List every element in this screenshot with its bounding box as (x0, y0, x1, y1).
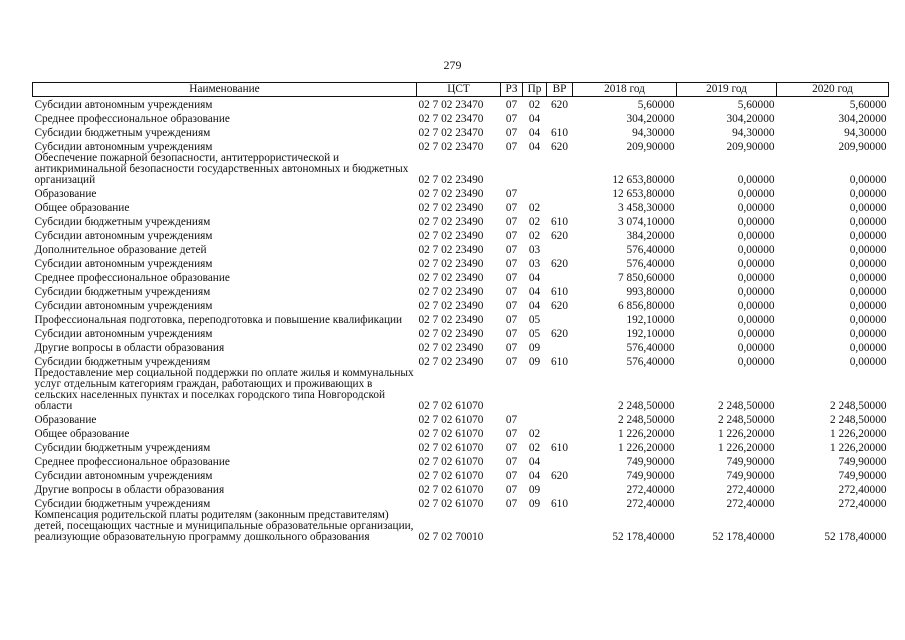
row-2018: 384,20000 (626, 230, 675, 242)
row-vr: 610 (551, 442, 568, 454)
row-2019: 272,40000 (726, 498, 775, 510)
row-2018: 576,40000 (626, 356, 675, 368)
row-name: Предоставление мер социальной поддержки по оплате жилья и коммунальных услуг отдельным категориям граждан, работающих и проживающих в сельских населенных пунктах и поселках городского типа Новгородской области (34, 367, 414, 412)
row-2019: 749,90000 (726, 456, 775, 468)
row-name: Общее образование (34, 202, 130, 214)
row-pr (523, 186, 547, 200)
row-cst: 02 7 02 23490 (418, 328, 484, 340)
row-cst: 02 7 02 23470 (418, 141, 484, 153)
row-vr (547, 312, 573, 326)
row-cst: 02 7 02 23470 (418, 113, 484, 125)
row-cst: 02 7 02 70010 (418, 531, 484, 543)
row-2018: 52 178,40000 (612, 531, 675, 543)
row-2020: 0,00000 (849, 286, 887, 298)
row-2019: 0,00000 (737, 174, 775, 186)
row-2018: 2 248,50000 (618, 414, 675, 426)
row-2020: 304,20000 (838, 113, 887, 125)
row-rz: 07 (505, 113, 518, 125)
row-vr: 610 (551, 127, 568, 139)
row-2019: 209,90000 (726, 141, 775, 153)
row-2018: 3 458,30000 (618, 202, 675, 214)
row-2018: 304,20000 (626, 113, 675, 125)
row-cst: 02 7 02 61070 (418, 414, 484, 426)
row-cst: 02 7 02 23490 (418, 188, 484, 200)
row-pr: 02 (528, 442, 541, 454)
row-pr: 09 (528, 356, 541, 368)
header-2020: 2020 год (777, 83, 889, 97)
row-rz (501, 510, 523, 543)
row-name: Субсидии автономным учреждениям (34, 470, 213, 482)
row-name: Субсидии бюджетным учреждениям (34, 127, 211, 139)
row-2019: 0,00000 (737, 244, 775, 256)
row-2020: 0,00000 (849, 342, 887, 354)
row-pr: 05 (528, 314, 541, 326)
row-pr: 04 (528, 300, 541, 312)
row-cst: 02 7 02 23470 (418, 127, 484, 139)
row-2020: 52 178,40000 (824, 531, 887, 543)
row-rz: 07 (505, 314, 518, 326)
row-name: Дополнительное образование детей (34, 244, 207, 256)
table-row (33, 426, 889, 440)
row-rz (501, 153, 523, 186)
row-2019: 0,00000 (737, 300, 775, 312)
row-2019: 0,00000 (737, 272, 775, 284)
row-2020: 0,00000 (849, 188, 887, 200)
row-cst: 02 7 02 61070 (418, 428, 484, 440)
row-2019: 0,00000 (737, 216, 775, 228)
row-cst: 02 7 02 23490 (418, 258, 484, 270)
row-pr: 04 (528, 456, 541, 468)
row-rz: 07 (505, 470, 518, 482)
row-vr: 620 (551, 230, 568, 242)
row-name: Субсидии бюджетным учреждениям (34, 356, 211, 368)
row-2018: 749,90000 (626, 470, 675, 482)
row-2019: 0,00000 (737, 356, 775, 368)
row-2019: 1 226,20000 (718, 442, 775, 454)
row-rz: 07 (505, 414, 518, 426)
page-number: 279 (443, 58, 462, 72)
row-2018: 12 653,80000 (612, 188, 675, 200)
table-body (33, 97, 889, 544)
row-2019: 52 178,40000 (712, 531, 775, 543)
row-rz: 07 (505, 202, 518, 214)
table-row (33, 440, 889, 454)
row-2019: 0,00000 (737, 202, 775, 214)
row-cst: 02 7 02 23490 (418, 286, 484, 298)
row-cst: 02 7 02 23490 (418, 272, 484, 284)
row-cst: 02 7 02 61070 (418, 498, 484, 510)
row-2020: 749,90000 (838, 456, 887, 468)
table-row (33, 368, 889, 412)
row-name: Субсидии автономным учреждениям (34, 230, 213, 242)
row-pr: 04 (528, 141, 541, 153)
row-rz: 07 (505, 141, 518, 153)
row-2018: 1 226,20000 (618, 428, 675, 440)
row-name: Субсидии автономным учреждениям (34, 99, 213, 111)
row-pr: 02 (528, 428, 541, 440)
row-cst: 02 7 02 23490 (418, 244, 484, 256)
row-name: Субсидии бюджетным учреждениям (34, 286, 211, 298)
table-row (33, 270, 889, 284)
row-2018: 7 850,60000 (618, 272, 675, 284)
row-name: Субсидии бюджетным учреждениям (34, 216, 211, 228)
header-name: Наименование (33, 83, 417, 97)
row-pr: 02 (528, 216, 541, 228)
row-2020: 1 226,20000 (830, 428, 887, 440)
row-2020: 0,00000 (849, 356, 887, 368)
row-rz: 07 (505, 498, 518, 510)
header-rz: РЗ (501, 83, 523, 97)
row-2020: 0,00000 (849, 314, 887, 326)
row-cst: 02 7 02 61070 (418, 470, 484, 482)
row-2019: 1 226,20000 (718, 428, 775, 440)
table-row (33, 256, 889, 270)
table-row (33, 354, 889, 368)
row-2020: 94,30000 (844, 127, 887, 139)
row-rz: 07 (505, 442, 518, 454)
row-2019: 304,20000 (726, 113, 775, 125)
row-vr: 620 (551, 470, 568, 482)
row-vr: 610 (551, 216, 568, 228)
table-row (33, 228, 889, 242)
row-name: Среднее профессиональное образование (34, 272, 230, 284)
row-2018: 272,40000 (626, 484, 675, 496)
row-rz: 07 (505, 230, 518, 242)
row-2020: 209,90000 (838, 141, 887, 153)
row-cst: 02 7 02 23490 (418, 300, 484, 312)
row-2019: 0,00000 (737, 286, 775, 298)
row-2019: 0,00000 (737, 230, 775, 242)
row-name: Обеспечение пожарной безопасности, антитеррористической и антикриминальной безопасности государственных автономных и бюджетных организаций (34, 152, 409, 186)
row-rz: 07 (505, 127, 518, 139)
row-2019: 0,00000 (737, 314, 775, 326)
row-name: Субсидии бюджетным учреждениям (34, 498, 211, 510)
row-2018: 192,10000 (626, 314, 675, 326)
row-2018: 6 856,80000 (618, 300, 675, 312)
table-row (33, 139, 889, 153)
row-vr (547, 368, 573, 412)
row-pr: 03 (528, 244, 541, 256)
row-name: Другие вопросы в области образования (34, 484, 225, 496)
row-rz: 07 (505, 258, 518, 270)
row-2018: 2 248,50000 (618, 400, 675, 412)
row-2019: 0,00000 (737, 328, 775, 340)
row-2018: 576,40000 (626, 258, 675, 270)
row-vr: 620 (551, 99, 568, 111)
row-cst: 02 7 02 61070 (418, 484, 484, 496)
row-pr: 04 (528, 286, 541, 298)
row-rz: 07 (505, 216, 518, 228)
row-cst: 02 7 02 23490 (418, 174, 484, 186)
row-pr: 02 (528, 202, 541, 214)
table-row (33, 242, 889, 256)
table-row (33, 468, 889, 482)
row-name: Другие вопросы в области образования (34, 342, 225, 354)
row-vr (547, 153, 573, 186)
row-pr: 04 (528, 272, 541, 284)
row-2020: 0,00000 (849, 216, 887, 228)
row-name: Среднее профессиональное образование (34, 456, 230, 468)
row-name: Образование (34, 188, 97, 200)
row-vr: 610 (551, 498, 568, 510)
row-2020: 0,00000 (849, 230, 887, 242)
row-rz: 07 (505, 356, 518, 368)
row-rz: 07 (505, 342, 518, 354)
row-2020: 0,00000 (849, 258, 887, 270)
budget-table (32, 82, 889, 543)
row-2018: 1 226,20000 (618, 442, 675, 454)
row-pr (523, 412, 547, 426)
row-2020: 1 226,20000 (830, 442, 887, 454)
row-2019: 749,90000 (726, 470, 775, 482)
row-2019: 272,40000 (726, 484, 775, 496)
row-2020: 5,60000 (849, 99, 887, 111)
row-cst: 02 7 02 23470 (418, 99, 484, 111)
row-cst: 02 7 02 61070 (418, 442, 484, 454)
row-2019: 5,60000 (737, 99, 775, 111)
row-2018: 993,80000 (626, 286, 675, 298)
row-2019: 94,30000 (732, 127, 775, 139)
row-2019: 0,00000 (737, 258, 775, 270)
row-2020: 0,00000 (849, 328, 887, 340)
row-2020: 272,40000 (838, 498, 887, 510)
row-cst: 02 7 02 23490 (418, 202, 484, 214)
row-name: Субсидии автономным учреждениям (34, 328, 213, 340)
row-pr: 09 (528, 342, 541, 354)
row-vr: 620 (551, 328, 568, 340)
table-row (33, 412, 889, 426)
row-cst: 02 7 02 23490 (418, 216, 484, 228)
table-row (33, 496, 889, 510)
row-rz: 07 (505, 300, 518, 312)
row-name: Компенсация родительской платы родителям (законным представителям) детей, посещающих частные и муниципальные образовательные организации, реализующие образовательную программу дошкольного образования (34, 509, 414, 543)
row-2020: 272,40000 (838, 484, 887, 496)
header-pr: Пр (523, 83, 547, 97)
row-pr: 04 (528, 113, 541, 125)
row-2019: 0,00000 (737, 342, 775, 354)
table-header (33, 83, 889, 97)
row-name: Профессиональная подготовка, переподготовка и повышение квалификации (34, 314, 403, 326)
row-2018: 749,90000 (626, 456, 675, 468)
table-row (33, 482, 889, 496)
row-2019: 0,00000 (737, 188, 775, 200)
table-row (33, 340, 889, 354)
row-vr (547, 340, 573, 354)
row-name: Образование (34, 414, 97, 426)
row-2018: 94,30000 (632, 127, 675, 139)
row-vr (547, 454, 573, 468)
row-rz: 07 (505, 484, 518, 496)
row-vr (547, 270, 573, 284)
row-2020: 0,00000 (849, 202, 887, 214)
row-2020: 0,00000 (849, 174, 887, 186)
row-vr (547, 242, 573, 256)
row-name: Среднее профессиональное образование (34, 113, 230, 125)
row-2018: 209,90000 (626, 141, 675, 153)
row-2020: 749,90000 (838, 470, 887, 482)
row-cst: 02 7 02 23490 (418, 342, 484, 354)
row-vr: 620 (551, 141, 568, 153)
table-row (33, 186, 889, 200)
row-2018: 3 074,10000 (618, 216, 675, 228)
row-pr: 02 (528, 99, 541, 111)
row-name: Субсидии бюджетным учреждениям (34, 442, 211, 454)
row-pr: 05 (528, 328, 541, 340)
table-row (33, 298, 889, 312)
row-rz (501, 368, 523, 412)
row-pr: 04 (528, 127, 541, 139)
row-rz: 07 (505, 428, 518, 440)
table-row (33, 284, 889, 298)
table-row (33, 326, 889, 340)
row-rz: 07 (505, 272, 518, 284)
row-2018: 272,40000 (626, 498, 675, 510)
table-row (33, 510, 889, 543)
row-2018: 5,60000 (637, 99, 675, 111)
row-cst: 02 7 02 61070 (418, 456, 484, 468)
table-row (33, 153, 889, 186)
row-pr: 09 (528, 484, 541, 496)
header-cst: ЦСТ (417, 83, 501, 97)
row-vr: 610 (551, 356, 568, 368)
table-row (33, 97, 889, 112)
row-2020: 0,00000 (849, 300, 887, 312)
row-name: Субсидии автономным учреждениям (34, 258, 213, 270)
row-cst: 02 7 02 23490 (418, 356, 484, 368)
row-2018: 192,10000 (626, 328, 675, 340)
row-cst: 02 7 02 23490 (418, 314, 484, 326)
row-rz: 07 (505, 286, 518, 298)
row-vr: 620 (551, 300, 568, 312)
row-vr (547, 426, 573, 440)
row-rz: 07 (505, 328, 518, 340)
row-rz: 07 (505, 456, 518, 468)
row-vr (547, 111, 573, 125)
row-name: Субсидии автономным учреждениям (34, 300, 213, 312)
row-name: Общее образование (34, 428, 130, 440)
table-row (33, 214, 889, 228)
row-vr (547, 186, 573, 200)
row-2020: 2 248,50000 (830, 400, 887, 412)
row-pr (523, 153, 547, 186)
row-2020: 2 248,50000 (830, 414, 887, 426)
row-vr (547, 510, 573, 543)
row-2018: 12 653,80000 (612, 174, 675, 186)
row-rz: 07 (505, 99, 518, 111)
row-pr (523, 510, 547, 543)
table-row (33, 200, 889, 214)
row-name: Субсидии автономным учреждениям (34, 141, 213, 153)
row-2020: 0,00000 (849, 272, 887, 284)
row-cst: 02 7 02 61070 (418, 400, 484, 412)
header-2018: 2018 год (573, 83, 677, 97)
table-row (33, 454, 889, 468)
row-pr: 02 (528, 230, 541, 242)
row-pr: 09 (528, 498, 541, 510)
row-vr (547, 200, 573, 214)
row-2018: 576,40000 (626, 244, 675, 256)
header-2019: 2019 год (677, 83, 777, 97)
row-vr: 620 (551, 258, 568, 270)
header-vr: ВР (547, 83, 573, 97)
row-pr (523, 368, 547, 412)
row-vr (547, 482, 573, 496)
row-vr: 610 (551, 286, 568, 298)
row-pr: 03 (528, 258, 541, 270)
row-2019: 2 248,50000 (718, 414, 775, 426)
table-row (33, 312, 889, 326)
row-rz: 07 (505, 188, 518, 200)
table-row (33, 111, 889, 125)
row-rz: 07 (505, 244, 518, 256)
table-row (33, 125, 889, 139)
row-vr (547, 412, 573, 426)
row-2020: 0,00000 (849, 244, 887, 256)
row-pr: 04 (528, 470, 541, 482)
row-2019: 2 248,50000 (718, 400, 775, 412)
row-cst: 02 7 02 23490 (418, 230, 484, 242)
row-2018: 576,40000 (626, 342, 675, 354)
